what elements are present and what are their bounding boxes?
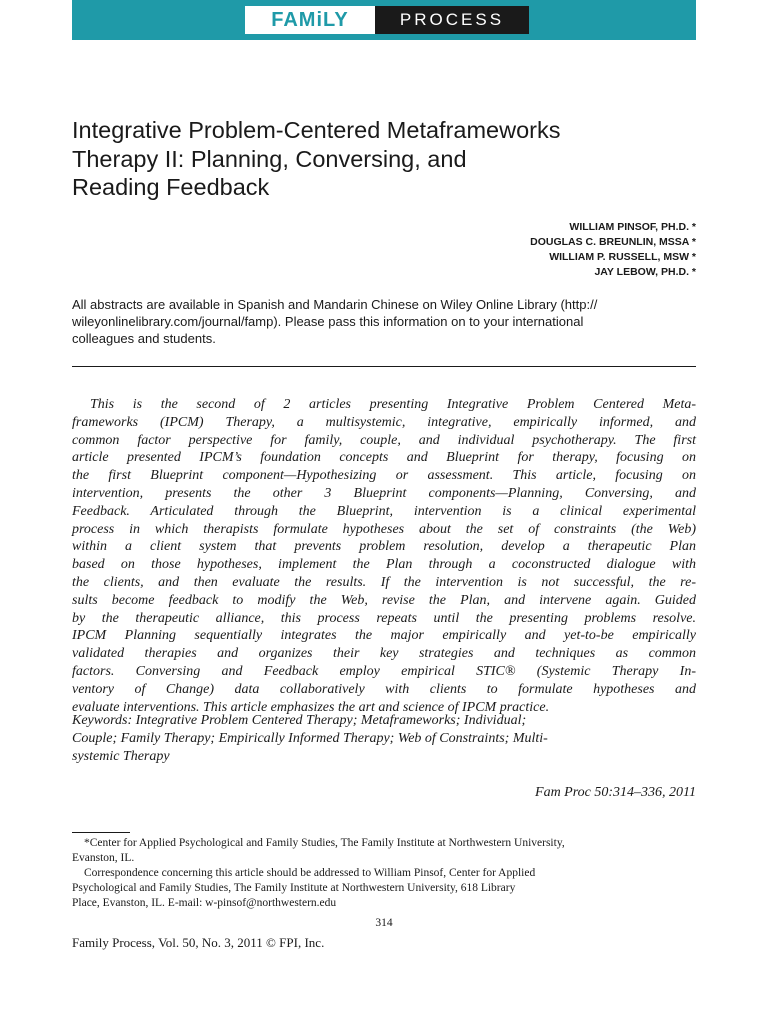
abstract-line: by the therapeutic alliance, this process repeats until the presenting problems resolve.	[72, 610, 696, 626]
footnote-line: *Center for Applied Psychological and Family Studies, The Family Institute at Northwestern University,	[84, 837, 565, 849]
abstract-line: based on those hypotheses, implement the Plan through a coconstructed dialogue with	[72, 557, 696, 573]
abstract-line: frameworks (IPCM) Therapy, a multisystemic, integrative, empirically informed, and	[72, 414, 696, 430]
abstract-availability-notice	[72, 296, 696, 347]
abstract-line: article presented IPCM’s foundation concepts and Blueprint for therapy, focusing on	[72, 450, 696, 466]
journal-footer: Family Process, Vol. 50, No. 3, 2011 © FPI, Inc.	[72, 935, 325, 950]
title-line: Therapy II: Planning, Conversing, and	[72, 145, 467, 172]
footnotes	[72, 836, 696, 911]
footnote-line: Place, Evanston, IL. E-mail: w-pinsof@northwestern.edu	[72, 897, 337, 909]
citation: Fam Proc 50:314–336, 2011	[535, 785, 696, 800]
author: WILLIAM P. RUSSELL, MSW *	[549, 251, 696, 263]
title-line: Reading Feedback	[72, 174, 270, 200]
keywords	[72, 712, 696, 765]
abstract-line: within a client system that prevents problem resolution, develop a therapeutic Plan	[72, 539, 696, 555]
abstract-line: evaluate interventions. This article emphasizes the art and science of IPCM practice.	[72, 699, 550, 715]
abstract-line: factors. Conversing and Feedback employ empirical STIC® (Systemic Therapy In-	[72, 663, 696, 679]
author-list	[530, 220, 696, 280]
abstract-line: ventory of Change) data collaboratively with clients to formulate hypotheses and	[72, 681, 696, 697]
section-divider	[72, 366, 696, 367]
journal-logo	[245, 6, 529, 34]
abstract-line: common factor perspective for family, couple, and individual psychotherapy. The first	[72, 432, 696, 448]
footnote-divider	[72, 832, 130, 833]
footnote-line: Psychological and Family Studies, The Family Institute at Northwestern University, 618 Library	[72, 882, 516, 894]
notice-line: colleagues and students.	[72, 331, 216, 346]
logo-process-text: PROCESS	[375, 6, 529, 34]
title-line: Integrative Problem-Centered Metaframeworks	[72, 117, 561, 143]
abstract-line: the clients, and then evaluate the results. If the intervention is not successful, the re-	[72, 574, 696, 590]
abstract-line: IPCM Planning sequentially integrates the major empirically and yet-to-be empirically	[72, 628, 696, 644]
keywords-line: systemic Therapy	[72, 748, 170, 764]
footnote-line: Evanston, IL.	[72, 852, 135, 864]
abstract-line: Feedback. Articulated through the Blueprint, intervention is a clinical experimental	[72, 503, 696, 519]
author: JAY LEBOW, PH.D. *	[594, 266, 696, 278]
abstract-line: sults become feedback to modify the Web, revise the Plan, and intervene again. Guided	[72, 592, 696, 608]
author: WILLIAM PINSOF, PH.D. *	[569, 221, 696, 233]
abstract-line: the first Blueprint component—Hypothesizing or assessment. This article, focusing on	[72, 468, 696, 484]
notice-line: wileyonlinelibrary.com/journal/famp). Please pass this information on to your international	[72, 314, 584, 329]
footnote-line: Correspondence concerning this article should be addressed to William Pinsof, Center for Applied	[84, 867, 536, 879]
abstract-line: intervention, presents the other 3 Blueprint components—Planning, Conversing, and	[72, 485, 696, 501]
article-title	[72, 116, 696, 202]
abstract-line: process in which therapists formulate hypotheses about the set of constraints (the Web)	[72, 521, 696, 537]
keywords-line: Couple; Family Therapy; Empirically Informed Therapy; Web of Constraints; Multi-	[72, 730, 548, 746]
keywords-line: Keywords: Integrative Problem Centered Therapy; Metaframeworks; Individual;	[72, 713, 527, 728]
abstract	[72, 396, 696, 716]
author: DOUGLAS C. BREUNLIN, MSSA *	[530, 236, 696, 248]
abstract-line: This is the second of 2 articles presenting Integrative Problem Centered Meta-	[90, 397, 696, 412]
abstract-line: validated therapies and organizes their key strategies and techniques as common	[72, 646, 696, 662]
page-number: 314	[375, 917, 393, 929]
logo-family-text: FAMiLY	[245, 6, 375, 34]
notice-line: All abstracts are available in Spanish and Mandarin Chinese on Wiley Online Library (http://	[72, 297, 598, 312]
